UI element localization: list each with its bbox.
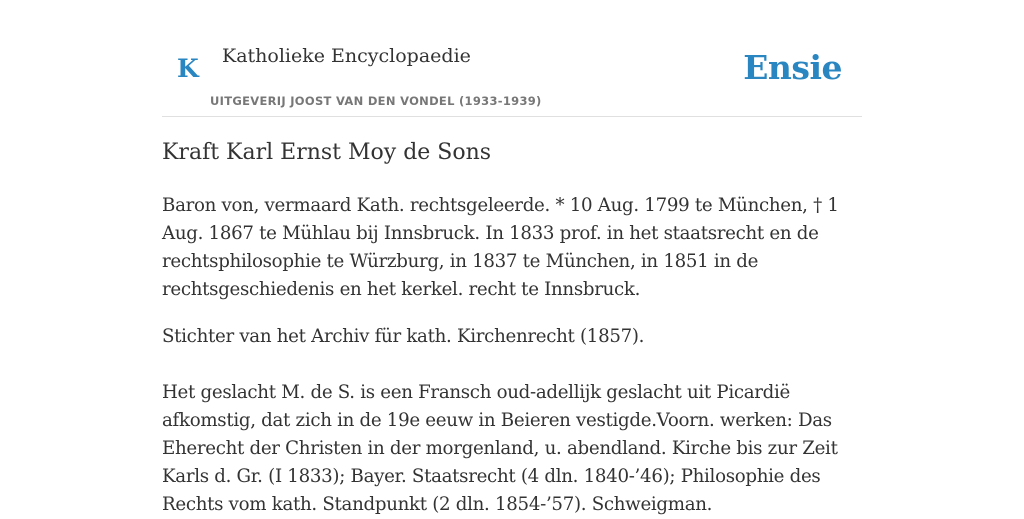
entry-paragraph: Baron von, vermaard Kath. rechtsgeleerde. * 10 Aug. 1799 te München, † 1 Aug. 1867 te Mühlau bij Innsbruck. In 1833 prof. in het staatsrecht en de rechtsphilosophie te Würzburg, in 1837 te München, in 1851 in de rechtsgeschiedenis en het kerkel. recht te Innsbruck. xyxy=(162,195,839,300)
publisher-label: UITGEVERIJ JOOST VAN DEN VONDEL (1933-1939) xyxy=(210,94,542,108)
encyclopedia-logo[interactable]: K xyxy=(177,54,199,83)
site-header xyxy=(162,0,862,117)
entry-paragraph: Stichter van het Archiv für kath. Kirchenrecht (1857). xyxy=(162,326,645,347)
ensie-logo[interactable]: Ensie xyxy=(743,48,842,87)
book-title-link[interactable]: Katholieke Encyclopaedie xyxy=(222,45,471,67)
entry-paragraph: Het geslacht M. de S. is een Fransch oud-adellijk geslacht uit Picardië afkomstig, dat zich in de 19e eeuw in Beieren vestigde.Voorn. werken: Das Eherecht der Christen in der morgenland, u. abendland. Kirche bis zur Zeit Karls d. Gr. (I 1833); Bayer. Staatsrecht (4 dln. 1840-’46); Philosophie des Rechts vom kath. Standpunkt (2 dln. 1854-’57). Schweigman. xyxy=(162,382,838,515)
page-title: Kraft Karl Ernst Moy de Sons xyxy=(162,140,492,165)
